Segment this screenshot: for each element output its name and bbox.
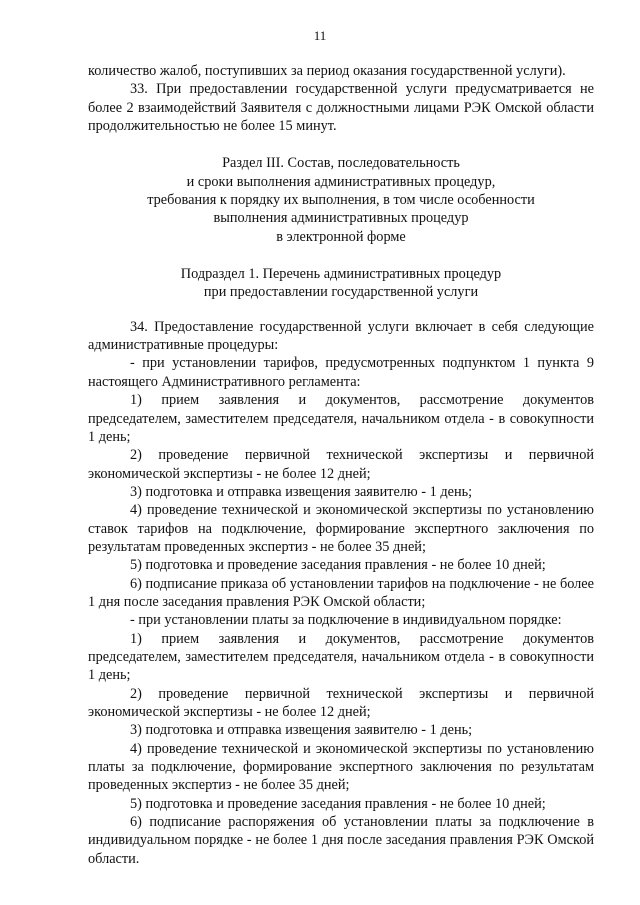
list-item: 3) подготовка и отправка извещения заявителю - 1 день; [130,483,473,500]
paragraph-continuation: количество жалоб, поступивших за период оказания государственной услуги). [88,63,566,79]
list-item: 2) проведение первичной технической экспертизы и первичной экономической экспертизы - не более 12 дней; [88,685,594,720]
group-tariffs-title: - при установлении тарифов, предусмотренных подпунктом 1 пункта 9 настоящего Административного регламента: [88,355,594,390]
group-connection-fee-title: - при установлении платы за подключение в индивидуальном порядке: [130,612,562,629]
list-item: 2) проведение первичной технической экспертизы и первичной экономической экспертизы - не более 12 дней; [88,447,594,482]
subsection-heading-line-1: Подраздел 1. Перечень административных процедур [180,266,502,283]
list-item: 5) подготовка и проведение заседания правления - не более 10 дней; [130,795,546,812]
paragraph-34-intro: 34. Предоставление государственной услуги включает в себя следующие административные процедуры: [88,318,594,354]
section-heading-line-4: выполнения административных процедур [213,210,469,227]
list-item: 5) подготовка и проведение заседания правления - не более 10 дней; [130,557,546,574]
subsection-heading-line-2: при предоставлении государственной услуги [203,284,479,301]
section-heading-line-1: Раздел III. Состав, последовательность [222,155,460,172]
document-body [88,62,594,868]
paragraph-33: 33. При предоставлении государственной услуги предусматривается не более 2 взаимодействий Заявителя с должностными лицами РЭК Омской области продолжительностью не более 15 минут. [88,81,594,135]
section-heading-line-2: и сроки выполнения административных процедур, [186,173,496,190]
list-item: 4) проведение технической и экономической экспертизы по установлению ставок тарифов на подключение, формирование экспертного заключения по результатам проведенных экспертиз - не более 35 дней; [88,502,594,555]
list-item: 1) прием заявления и документов, рассмотрение документов председателем, заместителем председателя, начальником отдела - в совокупности 1 день; [88,392,594,445]
page-number: 11 [313,28,327,43]
list-item: 6) подписание приказа об установлении тарифов на подключение - не более 1 дня после заседания правления РЭК Омской области; [88,575,594,610]
list-item: 4) проведение технической и экономической экспертизы по установлению платы за подключение, формирование экспертного заключения по результатам проведенных экспертиз - не более 35 дней; [88,740,594,794]
section-heading-line-3: требования к порядку их выполнения, в том числе особенности [147,192,535,209]
section-heading-line-5: в электронной форме [276,228,406,245]
list-item: 3) подготовка и отправка извещения заявителю - 1 день; [130,722,473,739]
list-item: 1) прием заявления и документов, рассмотрение документов председателем, заместителем председателя, начальником отдела - в совокупности 1 день; [88,630,594,684]
list-item: 6) подписание распоряжения об установлении платы за подключение в индивидуальном порядке - не более 1 дня после заседания правления РЭК Омской области. [88,814,594,867]
